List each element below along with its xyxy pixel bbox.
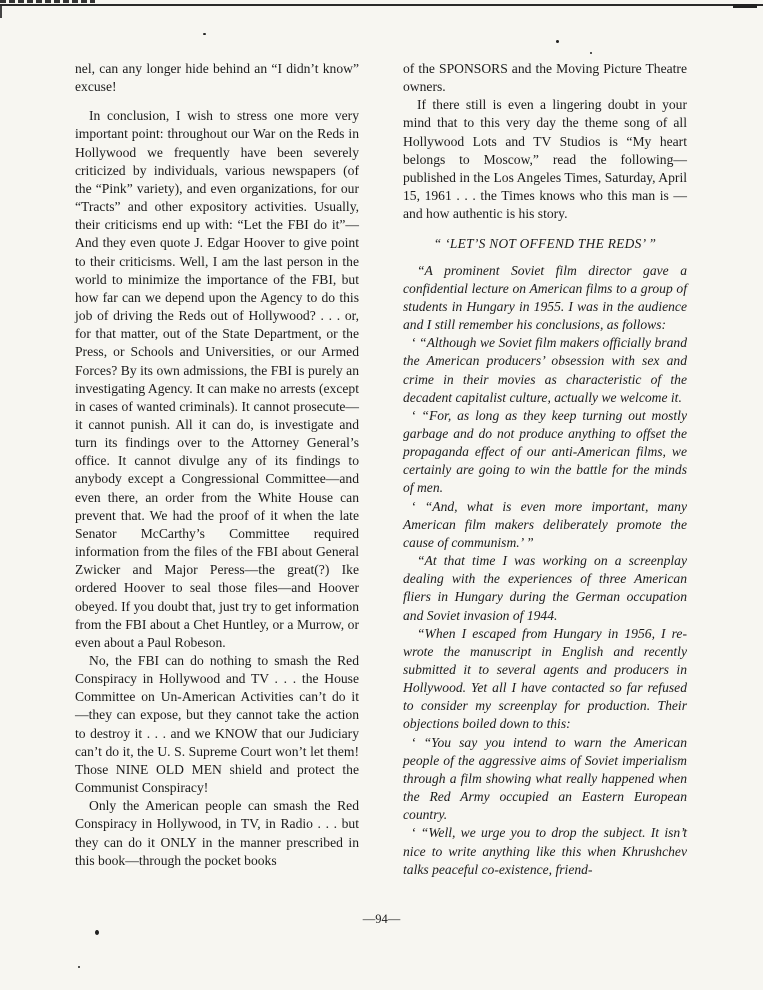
quote-paragraph: ‘ “You say you intend to warn the American people of the aggressive aims of Soviet imperialism through a film showing what really happened when the Red Army occupied an Eastern European country. [403,734,687,823]
paragraph: If there still is even a lingering doubt in your mind that to this very day the theme song of all Hollywood Lots and TV Studios is “My heart belongs to Moscow,” read the following—published in the Los Angeles Times, Saturday, April 15, 1961 . . . the Times knows who this man is —and how authentic is his story. [403,97,687,222]
quote-paragraph: “A prominent Soviet film director gave a confidential lecture on American films to a group of students in Hungary in 1955. I was in the audience and I still remember his conclusions, as follows: [403,262,687,333]
scan-speck [95,930,99,935]
quote-paragraph: “When I escaped from Hungary in 1956, I re-wrote the manuscript in English and recently submitted it to several agents and producers in Hollywood. Yet all I have contacted so far refused to consider my screenplay for production. Their objections boiled down to this: [403,625,687,732]
top-rule [0,4,763,6]
article-title: “ ‘LET’S NOT OFFEND THE REDS’ ” [433,236,657,252]
right-column [403,60,687,879]
quote-paragraph: ‘ “For, as long as they keep turning out mostly garbage and do not produce anything to offset the propaganda effect of our anti-American films, we certainly are going to win the battle for the minds of men. [403,407,687,496]
quote-paragraph: ‘ “Well, we urge you to drop the subject. It isn’t nice to write anything like this when Khrushchev talks peaceful co-existence, friend- [403,825,687,877]
quote-paragraph: ‘ “And, what is even more important, many American film makers deliberately promote the cause of communism.’ ” [403,498,687,550]
scan-speck [556,40,559,43]
paragraph: In conclusion, I wish to stress one more very important point: throughout our War on the Reds in Hollywood we frequently have been severely criticized by individuals, various newspapers (of the “Pink” variety), and even organizations, for our “Tracts” and other expository activities. Usually, their criticisms end up with: “Let the FBI do it”—And they even quote J. Edgar Hoover to give point to their criticisms. Well, I am the last person in the world to minimize the importance of the FBI, but how far can we depend upon the Agency to do this job of driving the Reds out of Hollywood? . . . or, for that matter, out of the State Department, or the Press, or Schools and Universities, or our Armed Forces? By its own admissions, the FBI is purely an investigating Agency. It can make no arrests (except in cases of wanted criminals). It cannot prosecute—it cannot punish. All it can do, is investigate and turn its findings over to the Attorney General’s office. It cannot divulge any of its findings to anybody except a Congressional Committee—and even there, an order from the White House can prevent that. We had the proof of it when the late Senator McCarthy’s Committee required information from the files of the FBI about General Zwicker and Major Peress—the great(?) Ike ordered Hoover to seal those files—and Hoover obeyed. If you doubt that, just try to get information from the FBI about a Chet Huntley, or a Murrow, or even about a Paul Robeson. [75,108,359,650]
scan-speck [203,33,206,35]
left-column [75,60,359,870]
paragraph: No, the FBI can do nothing to smash the Red Conspiracy in Hollywood and TV . . . the House Committee on Un-American Activities can’t do it —they can expose, but they cannot take the action to destroy it . . . and we KNOW that our Judiciary can’t do it, the U. S. Supreme Court won’t let them! Those NINE OLD MEN shield and protect the Communist Conspiracy! [75,653,359,796]
corner-mark [733,4,757,8]
top-edge-dashes [0,0,95,3]
paragraph: nel, can any longer hide behind an “I didn’t know” excuse! [75,61,359,95]
quote-paragraph: ‘ “Although we Soviet film makers officially brand the American producers’ obsession with sex and crime in their movies as characteristic of the decadent capitalist culture, actually we welcome it. [403,335,687,405]
left-edge-mark [0,6,2,18]
quote-paragraph: “At that time I was working on a screenplay dealing with the experiences of three American fliers in Hungary during the German occupation and Soviet invasion of 1944. [403,553,687,623]
page-number: —94— [362,912,401,926]
scan-speck [78,966,80,968]
paragraph: of the SPONSORS and the Moving Picture Theatre owners. [403,61,687,95]
paragraph: Only the American people can smash the Red Conspiracy in Hollywood, in TV, in Radio . . . but they can do it ONLY in the manner prescribed in this book—through the pocket books [75,798,359,868]
scan-speck [590,52,592,54]
